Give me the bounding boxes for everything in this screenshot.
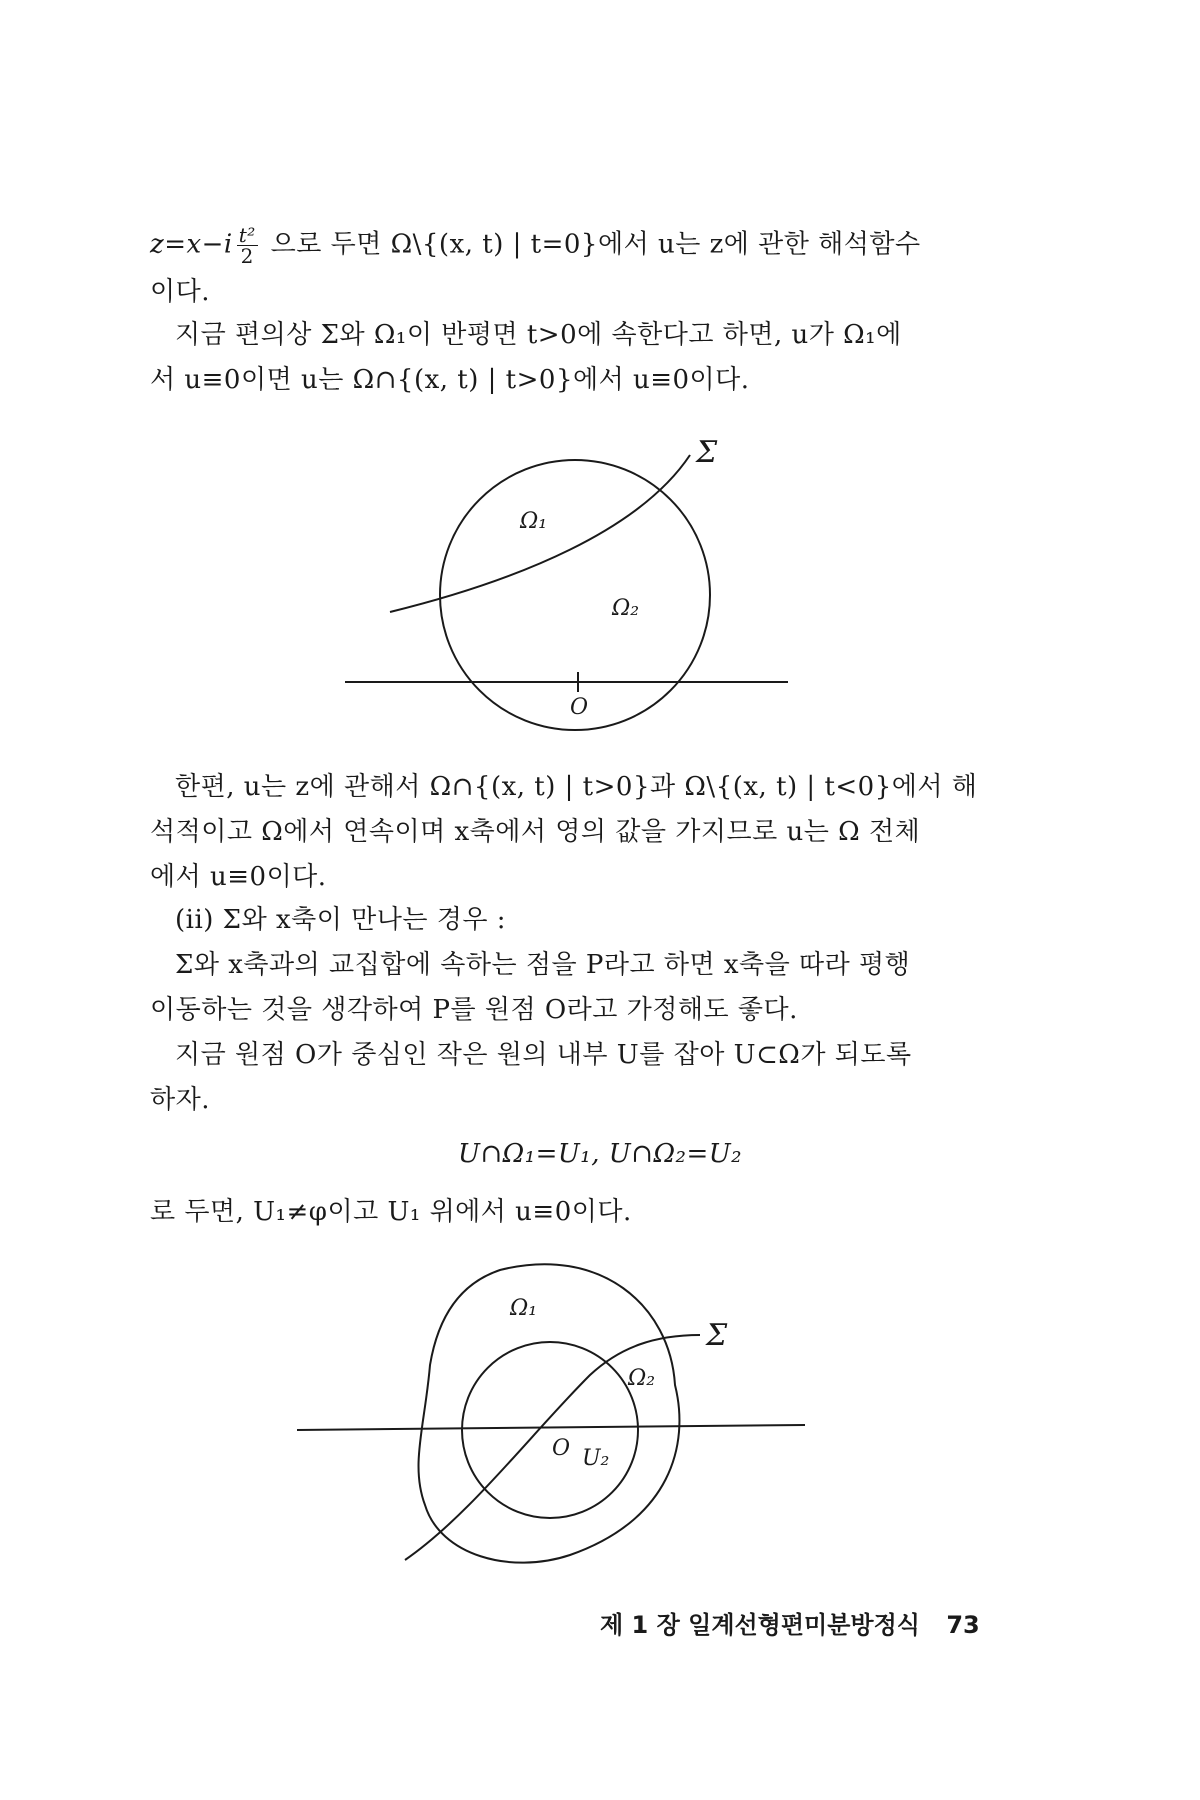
page-number: 73 xyxy=(946,1611,980,1639)
figure-1-circle xyxy=(440,460,710,730)
figure-1-sigma-label: Σ xyxy=(696,435,718,470)
paragraph-2-line-2: 서 u≡0이면 u는 Ω∩{(x, t) | t>0}에서 u≡0이다. xyxy=(150,365,750,395)
paragraph-3-line-2: 석적이고 Ω에서 연속이며 x축에서 영의 값을 가지므로 u는 Ω 전체 xyxy=(150,817,921,847)
paragraph-5-line-2: 하자. xyxy=(150,1085,210,1115)
figure-2-omega2-label: Ω₂ xyxy=(628,1366,656,1391)
fraction-numerator: t² xyxy=(238,223,256,247)
paragraph-1-line-1 xyxy=(150,225,921,266)
paragraph-1-line-2: 이다. xyxy=(150,277,210,307)
paragraph-4-line-2: 이동하는 것을 생각하여 P를 원점 O라고 가정해도 좋다. xyxy=(150,995,798,1025)
equation-lhs: z=x−i xyxy=(150,229,233,260)
figure-2-u-circle xyxy=(462,1342,638,1518)
page-footer xyxy=(600,1605,980,1640)
display-equation: U∩Ω₁=U₁, U∩Ω₂=U₂ xyxy=(457,1139,743,1169)
figure-2-u2-label: U₂ xyxy=(582,1446,610,1471)
paragraph-6: 로 두면, U₁≠φ이고 U₁ 위에서 u≡0이다. xyxy=(150,1197,632,1227)
figure-2 xyxy=(0,1255,1200,1575)
chapter-title: 제 1 장 일계선형편미분방정식 xyxy=(600,1611,920,1639)
paragraph-5-line-1: 지금 원점 O가 중심인 작은 원의 내부 U를 잡아 U⊂Ω가 되도록 xyxy=(175,1040,912,1070)
paragraph-1-rest: 으로 두면 Ω\{(x, t) | t=0}에서 u는 z에 관한 해석함수 xyxy=(261,229,921,260)
paragraph-2-line-1: 지금 편의상 Σ와 Ω₁이 반평면 t>0에 속한다고 하면, u가 Ω₁에 xyxy=(175,320,902,350)
figure-1-omega1-label: Ω₁ xyxy=(520,509,548,534)
figure-2-sigma-label: Σ xyxy=(706,1318,728,1353)
figure-1 xyxy=(0,430,1200,750)
figure-1-origin-label: O xyxy=(570,695,589,720)
section-ii-heading: (ii) Σ와 x축이 만나는 경우 : xyxy=(175,905,506,935)
figure-2-x-axis xyxy=(297,1425,805,1430)
fraction-denominator: 2 xyxy=(240,244,254,268)
figure-1-omega2-label: Ω₂ xyxy=(612,596,640,621)
figure-2-omega1-label: Ω₁ xyxy=(510,1296,538,1321)
paragraph-3-line-1: 한편, u는 z에 관해서 Ω∩{(x, t) | t>0}과 Ω\{(x, t) | t<0}에서 해 xyxy=(175,772,978,802)
fraction xyxy=(237,225,258,266)
paragraph-3-line-3: 에서 u≡0이다. xyxy=(150,862,327,892)
figure-2-origin-label: O xyxy=(552,1436,571,1461)
paragraph-4-line-1: Σ와 x축과의 교집합에 속하는 점을 P라고 하면 x축을 따라 평행 xyxy=(175,950,911,980)
